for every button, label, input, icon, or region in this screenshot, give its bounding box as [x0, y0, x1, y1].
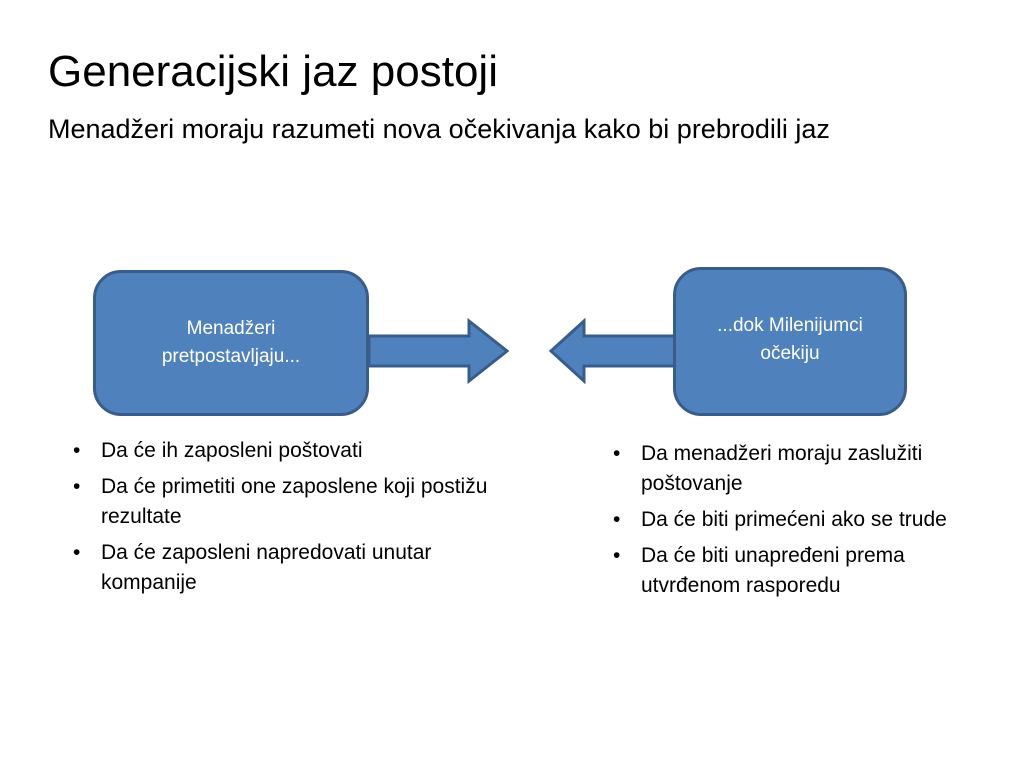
managers-assumptions-list	[61, 436, 531, 604]
left-arrow-icon	[546, 318, 679, 384]
list-item-text: Da će biti primećeni ako se trude	[641, 508, 947, 531]
bullet-icon: •	[613, 442, 621, 465]
managers-assume-label: Menadžeri pretpostavljaju...	[161, 318, 301, 367]
millennials-expect-label: ...dok Milenijumci očekiju	[717, 315, 863, 364]
bullet-icon: •	[73, 541, 81, 564]
right-arrow-icon	[366, 318, 512, 384]
list-item-text: Da će ih zaposleni poštovati	[101, 439, 363, 462]
bullet-icon: •	[73, 439, 81, 462]
slide-subtitle: Menadžeri moraju razumeti nova očekivanja kako bi prebrodili jaz	[48, 114, 830, 144]
managers-assume-box	[93, 270, 369, 416]
millennials-expect-box	[673, 267, 907, 416]
slide-title: Generacijski jaz postoji	[48, 47, 498, 96]
list-item-text: Da će biti unapređeni prema utvrđenom rasporedu	[641, 544, 905, 597]
list-item-text: Da menadžeri moraju zaslužiti poštovanje	[641, 442, 923, 495]
list-item-text: Da će zaposleni napredovati unutar kompanije	[101, 541, 432, 594]
list-item-text: Da će primetiti one zaposlene koji postižu rezultate	[101, 475, 488, 528]
bullet-icon: •	[613, 508, 621, 531]
list-item	[601, 541, 981, 601]
list-item	[601, 505, 981, 535]
list-item	[61, 436, 531, 466]
list-item	[601, 439, 981, 499]
bullet-icon: •	[73, 475, 81, 498]
millennials-expectations-list	[601, 439, 981, 607]
list-item	[61, 472, 531, 532]
list-item	[61, 538, 531, 598]
bullet-icon: •	[613, 544, 621, 567]
